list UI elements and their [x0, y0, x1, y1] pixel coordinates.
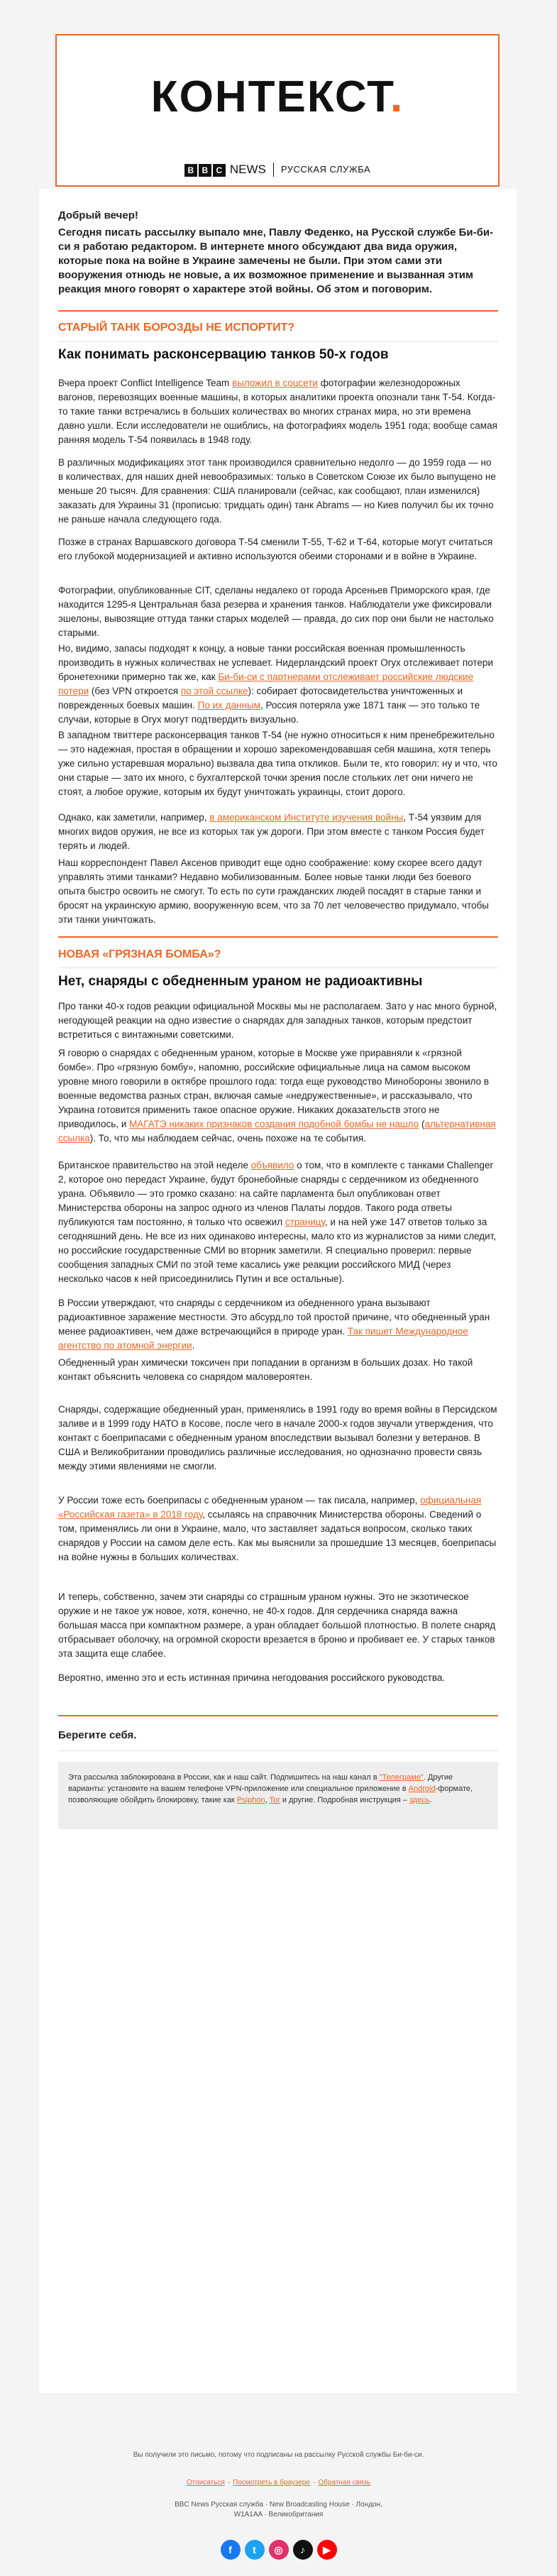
- view-in-browser-link[interactable]: Посмотреть в браузере: [233, 2479, 311, 2487]
- divider: [58, 1750, 498, 1751]
- link[interactable]: по этой ссылке: [180, 686, 248, 696]
- telegram-link[interactable]: "Телеграме": [379, 1773, 424, 1782]
- greeting: Добрый вечер!: [58, 209, 138, 221]
- bbc-blocks-logo: B B C: [184, 163, 227, 177]
- intro-text: Сегодня писать рассылку выпало мне, Павлу Феденко, на Русской службе Би-би-си я работаю редактором. В интернете много обсуждают два вида оружия, которые пока на войне в Украине замечены не были. При этом сами эти вооружения отнюдь не новые, а их возможное применение и вызванная этим реакция много говорят о характере этой войны. Об этом и поговорим.: [58, 226, 494, 295]
- paragraph: Снаряды, содержащие обедненный уран, применялись в 1991 году во время войны в Персидском заливе и в 1999 году НАТО в Косове, после чего в начале 2000-х годов звучали утверждения, что контакт с боеприпасами с обедненным ураном впоследствии вызывал болезни у ветеранов. В США и Великобритании проводились различные исследования, но однозначно провести связь между этими явлениями не смогли.: [58, 1404, 497, 1471]
- divider: [58, 936, 498, 938]
- youtube-icon[interactable]: ▶: [317, 2540, 337, 2560]
- divider: [58, 1715, 498, 1716]
- paragraph: Однако, как заметили, например, в американском Институте изучения войны, Т-54 уязвим для многих видов оружия, не все из которых так уж дороги. При этом вместе с танком Россия будет терять и людей.: [58, 812, 485, 851]
- tor-link[interactable]: Tor: [269, 1796, 280, 1804]
- paragraph: В западном твиттере расконсервация танков Т-54 (не нужно относиться к ним пренебрежительно — это надежная, простая в обращении и хорошо зарекомендовавшая себя машина, хотя теперь уже сильно устаревшая морально) вызвала два типа откликов. Были те, кто говорил: ну и что, что они старые — зато их много, с бухгалтерской точки зрения после стольких лет они ничего не стоят, а любое оружие, которым их будут уничтожать украинцы, стоит дорого.: [58, 730, 497, 797]
- sign-off: Берегите себя.: [58, 1729, 137, 1741]
- link[interactable]: официальная «Российская газета» в 2018 году: [58, 1495, 482, 1520]
- blocking-notice: [58, 1762, 498, 1829]
- section-label: СТАРЫЙ ТАНК БОРОЗДЫ НЕ ИСПОРТИТ?: [58, 322, 295, 334]
- paragraph: Наш корреспондент Павел Аксенов приводит еще одно соображение: кому скорее всего дадут управлять этими танками? Недавно мобилизованным. Более новые танки люди без боевого опыта быстро освоить не смогут. То есть по сути гражданских людей посадят в старые танки и бросят на украинскую армию, вооруженную всем, что за 70 лет человечество придумало, чтобы эти танки уничтожать.: [58, 857, 489, 925]
- footer-address: BBC News Русская служба · New Broadcasting House · Лондон, W1A1AA · Великобритания: [175, 2501, 382, 2519]
- instagram-icon[interactable]: ◎: [269, 2540, 289, 2560]
- section-title: Нет, снаряды с обедненным ураном не радиоактивны: [58, 974, 423, 989]
- section-label: НОВАЯ «ГРЯЗНАЯ БОМБА»?: [58, 948, 221, 960]
- divider: [58, 341, 498, 342]
- notice-text: Эта рассылка заблокирована в России, как и наш сайт. Подпишитесь на наш канал в "Телеграме". Другие варианты: установите на вашем телефоне VPN-приложение или специальное приложение в Android-формате, позволяющие обойдить блокировку, такие как Psiphon, Tor и другие. Подробная инструкция – здесь.: [68, 1773, 473, 1804]
- paragraph: И теперь, собственно, зачем эти снаряды со страшным ураном нужны. Это не экзотическое оружие и не такое уж новое, хотя, конечно, не 40-х годов. Для сердечника снаряда важна большая масса при компактном размере, а уран обладает большой плотностью. В полете снаряд отбрасывает оболочку, на огромной скорости врезается в броню и пробивает ее. У старых танков эта защита еще слабее.: [58, 1591, 496, 1659]
- paragraph: Я говорю о снарядах с обедненным ураном, которые в Москве уже приравняли к «грязной бомбе». Про «грязную бомбу», напомню, российские официальные лица на самом высоком уровне много говорили в октябре прошлого года: тогда еще руководство Минобороны звонило в военные ведомства разных стран, включая самые «недружественные», и рассказывало, что Украина готовится применить такое опасное оружие. Никаких доказательств этого не приводилось, и МАГАТЭ никаких признаков создания подобной бомбы не нашло (альтернативная ссылка). То, что мы наблюдаем сейчас, очень похоже на те события.: [58, 1048, 496, 1144]
- paragraph: Фотографии, опубликованные CIT, сделаны недалеко от города Арсеньев Приморского края, где находится 1295-я Центральная база резерва и хранения танков. Наблюдатели уже фиксировали эшелоны, вывозящие оттуда танки старых моделей — правда, до сих пор они были не настолько старыми.: [58, 585, 494, 638]
- paragraph: Вчера проект Conflict Intelligence Team выложил в соцсети фотографии железнодорожных вагонов, перевозящих военные машины, в которых аналитики проекта опознали танк Т-54. Когда-то такие танки встречались в больших количествах во многих странах мира, но эти времена давно ушли. Если исследователи не ошиблись, на фотографиях модель 1951 года; вообще самая ранняя модель Т-54 появилась в 1948 году.: [58, 378, 497, 445]
- link[interactable]: в американском Институте изучения войны: [209, 812, 404, 823]
- kontekst-logo: КОНТЕКСТ.: [150, 72, 404, 121]
- link[interactable]: Би-би-си с партнерами отслеживает российские людские потери: [58, 672, 474, 696]
- bbc-news-russian-logo: B B C NEWS РУССКАЯ СЛУЖБА: [57, 162, 498, 177]
- divider: [58, 310, 498, 312]
- link[interactable]: объявило: [250, 1160, 294, 1171]
- paragraph: Обедненный уран химически токсичен при попадании в организм в больших дозах. Но такой контакт объяснить человека со снарядом маловероятен.: [58, 1357, 473, 1382]
- paragraph: У России тоже есть боеприпасы с обедненным ураном — так писала, например, официальная «Российская газета» в 2018 году, ссылаясь на справочник Министерства обороны. Сведений о том, применялись ли они в Украине, мало, что заставляет задаться вопросом, сколько таких снарядов у России на самом деле есть. Как мы выяснили за прошедшие 13 месяцев, боеприпасы на войне нужны в больших количествах.: [58, 1495, 497, 1562]
- feedback-link[interactable]: Обратная связь: [318, 2479, 371, 2487]
- link[interactable]: выложил в соцсети: [232, 378, 318, 388]
- footer-subscription-note: Вы получили это письмо, потому что подписаны на рассылку Русской службы Би-би-си.: [133, 2451, 424, 2459]
- paragraph: Но, видимо, запасы подходят к концу, а новые танки российская военная промышленность производить в нужных количествах не успевает. Нидерландский проект Oryx отслеживает потери бронетехники примерно так же, как Би-би-си с партнерами отслеживает российские людские потери (без VPN откроется по этой ссылке): собирает фотосвидетельства уничтоженных и поврежденных боевых машин. По их данным, Россия потеряла уже 1871 танк — это только те случаи, которые в Oryx могут подтвердить визуально.: [58, 643, 493, 725]
- link[interactable]: МАГАТЭ никаких признаков создания подобной бомбы не нашло: [129, 1119, 419, 1129]
- footer-links: Отписаться · Посмотреть в браузере · Обратная связь: [186, 2479, 371, 2487]
- link[interactable]: альтернативная ссылка: [58, 1119, 496, 1144]
- paragraph: В России утверждают, что снаряды с сердечником из обедненного урана вызывают радиоактивное заражение местности. Это абсурд,по той простой причине, что обедненный уран менее радиоактивен, чем даже встречающийся в природе уран. Так пишет Международное агентство по атомной энергии.: [58, 1298, 490, 1351]
- header-banner: [55, 34, 500, 187]
- tiktok-icon[interactable]: ♪: [293, 2540, 313, 2560]
- link[interactable]: По их данным: [197, 700, 260, 711]
- link[interactable]: страницу: [285, 1217, 325, 1227]
- paragraph: Британское правительство на этой неделе объявило о том, что в комплекте с танками Challenger 2, которое оно передаст Украине, будут бронебойные снаряды с сердечником из обедненного урана. Объявило — это громко сказано: на сайте парламента был опубликован ответ Министерства обороны на запрос одного из членов Палаты лордов. Такого рода ответы публикуются там постоянно, я только что освежил страницу, и на ней уже 147 ответов только за сегодняшний день. Не все из них одинаково интересны, мало кто из журналистов за ними следит, но российские государственные СМИ во вторник заметили. Я специально проверил: первые сообщения западных СМИ по этой теме касались уже реакции российского МИД (через несколько часов к ней присоединились Путин и все остальные).: [58, 1160, 497, 1284]
- psiphon-link[interactable]: Psiphon: [236, 1796, 265, 1804]
- facebook-icon[interactable]: f: [221, 2540, 241, 2560]
- paragraph: Вероятно, именно это и есть истинная причина негодования российского руководства.: [58, 1672, 446, 1683]
- section-title: Как понимать расконсервацию танков 50-х годов: [58, 347, 389, 362]
- paragraph: В различных модификациях этот танк производился сравнительно недолго — до 1959 года — но в количествах, для наших дней невообразимых: только в Советском Союзе их было выпущено не меньше 20 тысяч. Для сравнения: США планировали (сейчас, как сообщают, план изменился) заказать для Украины 31 (прописью: тридцать один) танк Abrams — но Киев получил бы их точно не раньше начала следующего года.: [58, 457, 496, 525]
- paragraph: Позже в странах Варшавского договора Т-54 сменили Т-55, Т-62 и Т-64, которые могут считаться его глубокой модернизацией и активно используются обеими сторонами и в войне в Украине.: [58, 537, 493, 561]
- android-link[interactable]: Android: [408, 1785, 436, 1793]
- link[interactable]: Так пишет Международное агентство по атомной энергии: [58, 1326, 468, 1351]
- instructions-link[interactable]: здесь: [409, 1796, 430, 1804]
- unsubscribe-link[interactable]: Отписаться: [186, 2479, 225, 2487]
- main-content: [39, 189, 517, 2393]
- paragraph: Про танки 40-х годов реакции официальной Москвы мы не располагаем. Зато у нас много бурной, негодующей реакции на одно известие о снарядах для западных танков, которым предстоит встретиться с винтажными советскими.: [58, 1001, 497, 1040]
- twitter-icon[interactable]: t: [245, 2540, 265, 2560]
- social-icons: [0, 2540, 557, 2560]
